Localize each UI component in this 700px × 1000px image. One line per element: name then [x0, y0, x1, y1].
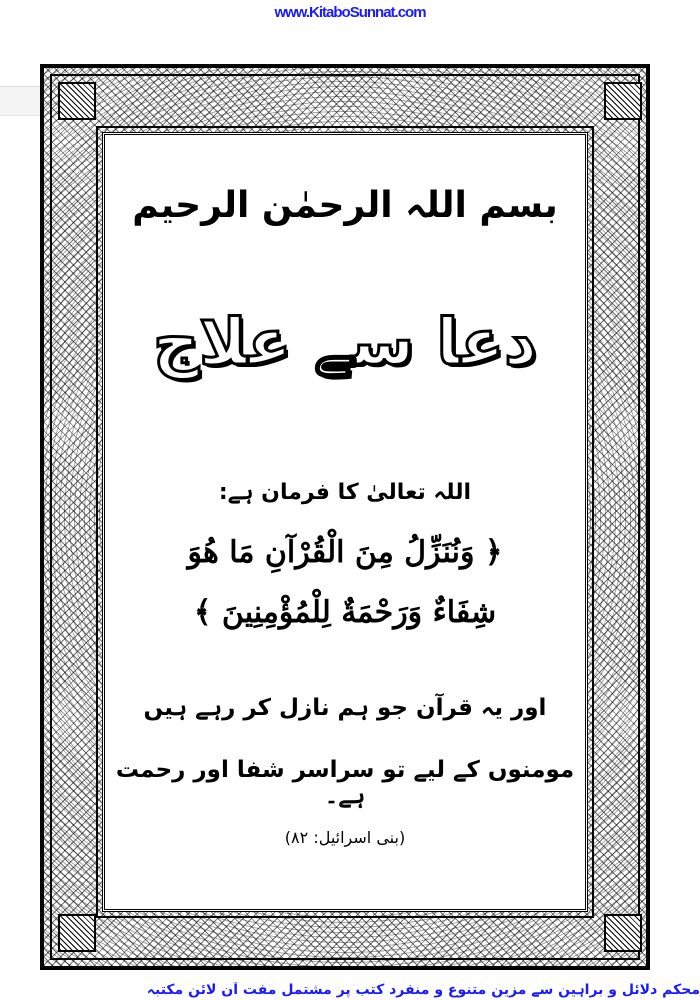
title-page-content — [105, 135, 585, 909]
corner-ornament-top-right — [604, 82, 642, 120]
quran-verse-line-2: شِفَاءٌ وَرَحْمَةٌ لِلْمُؤْمِنِينَ ﴾ — [193, 595, 497, 630]
translation-line-1: اور یہ قرآن جو ہم نازل کر رہے ہیں — [143, 695, 547, 721]
corner-ornament-bottom-right — [604, 914, 642, 952]
footer-banner: محکم دلائل و براہین سے مزین متنوع و منفرد کتب پر مشتمل مفت آن لائن مکتبہ — [146, 982, 700, 998]
title-page-panel — [102, 132, 588, 912]
verse-reference: (بنی اسرائیل: ۸۲) — [284, 828, 406, 847]
corner-ornament-bottom-left — [58, 914, 96, 952]
verse-introduction: اللہ تعالیٰ کا فرمان ہے: — [218, 480, 472, 505]
translation-line-2: مومنوں کے لیے تو سراسر شفا اور رحمت ہے۔ — [115, 757, 575, 809]
book-title: دعا سے علاج — [152, 306, 538, 380]
corner-ornament-top-left — [58, 82, 96, 120]
basmala-calligraphy: بسم اللہ الرحمٰن الرحیم — [132, 185, 558, 226]
site-url-header: www.KitaboSunnat.com — [274, 4, 426, 21]
quran-verse-line-1: ﴿ وَنُنَزِّلُ مِنَ الْقُرْآنِ مَا هُوَ — [187, 535, 503, 570]
